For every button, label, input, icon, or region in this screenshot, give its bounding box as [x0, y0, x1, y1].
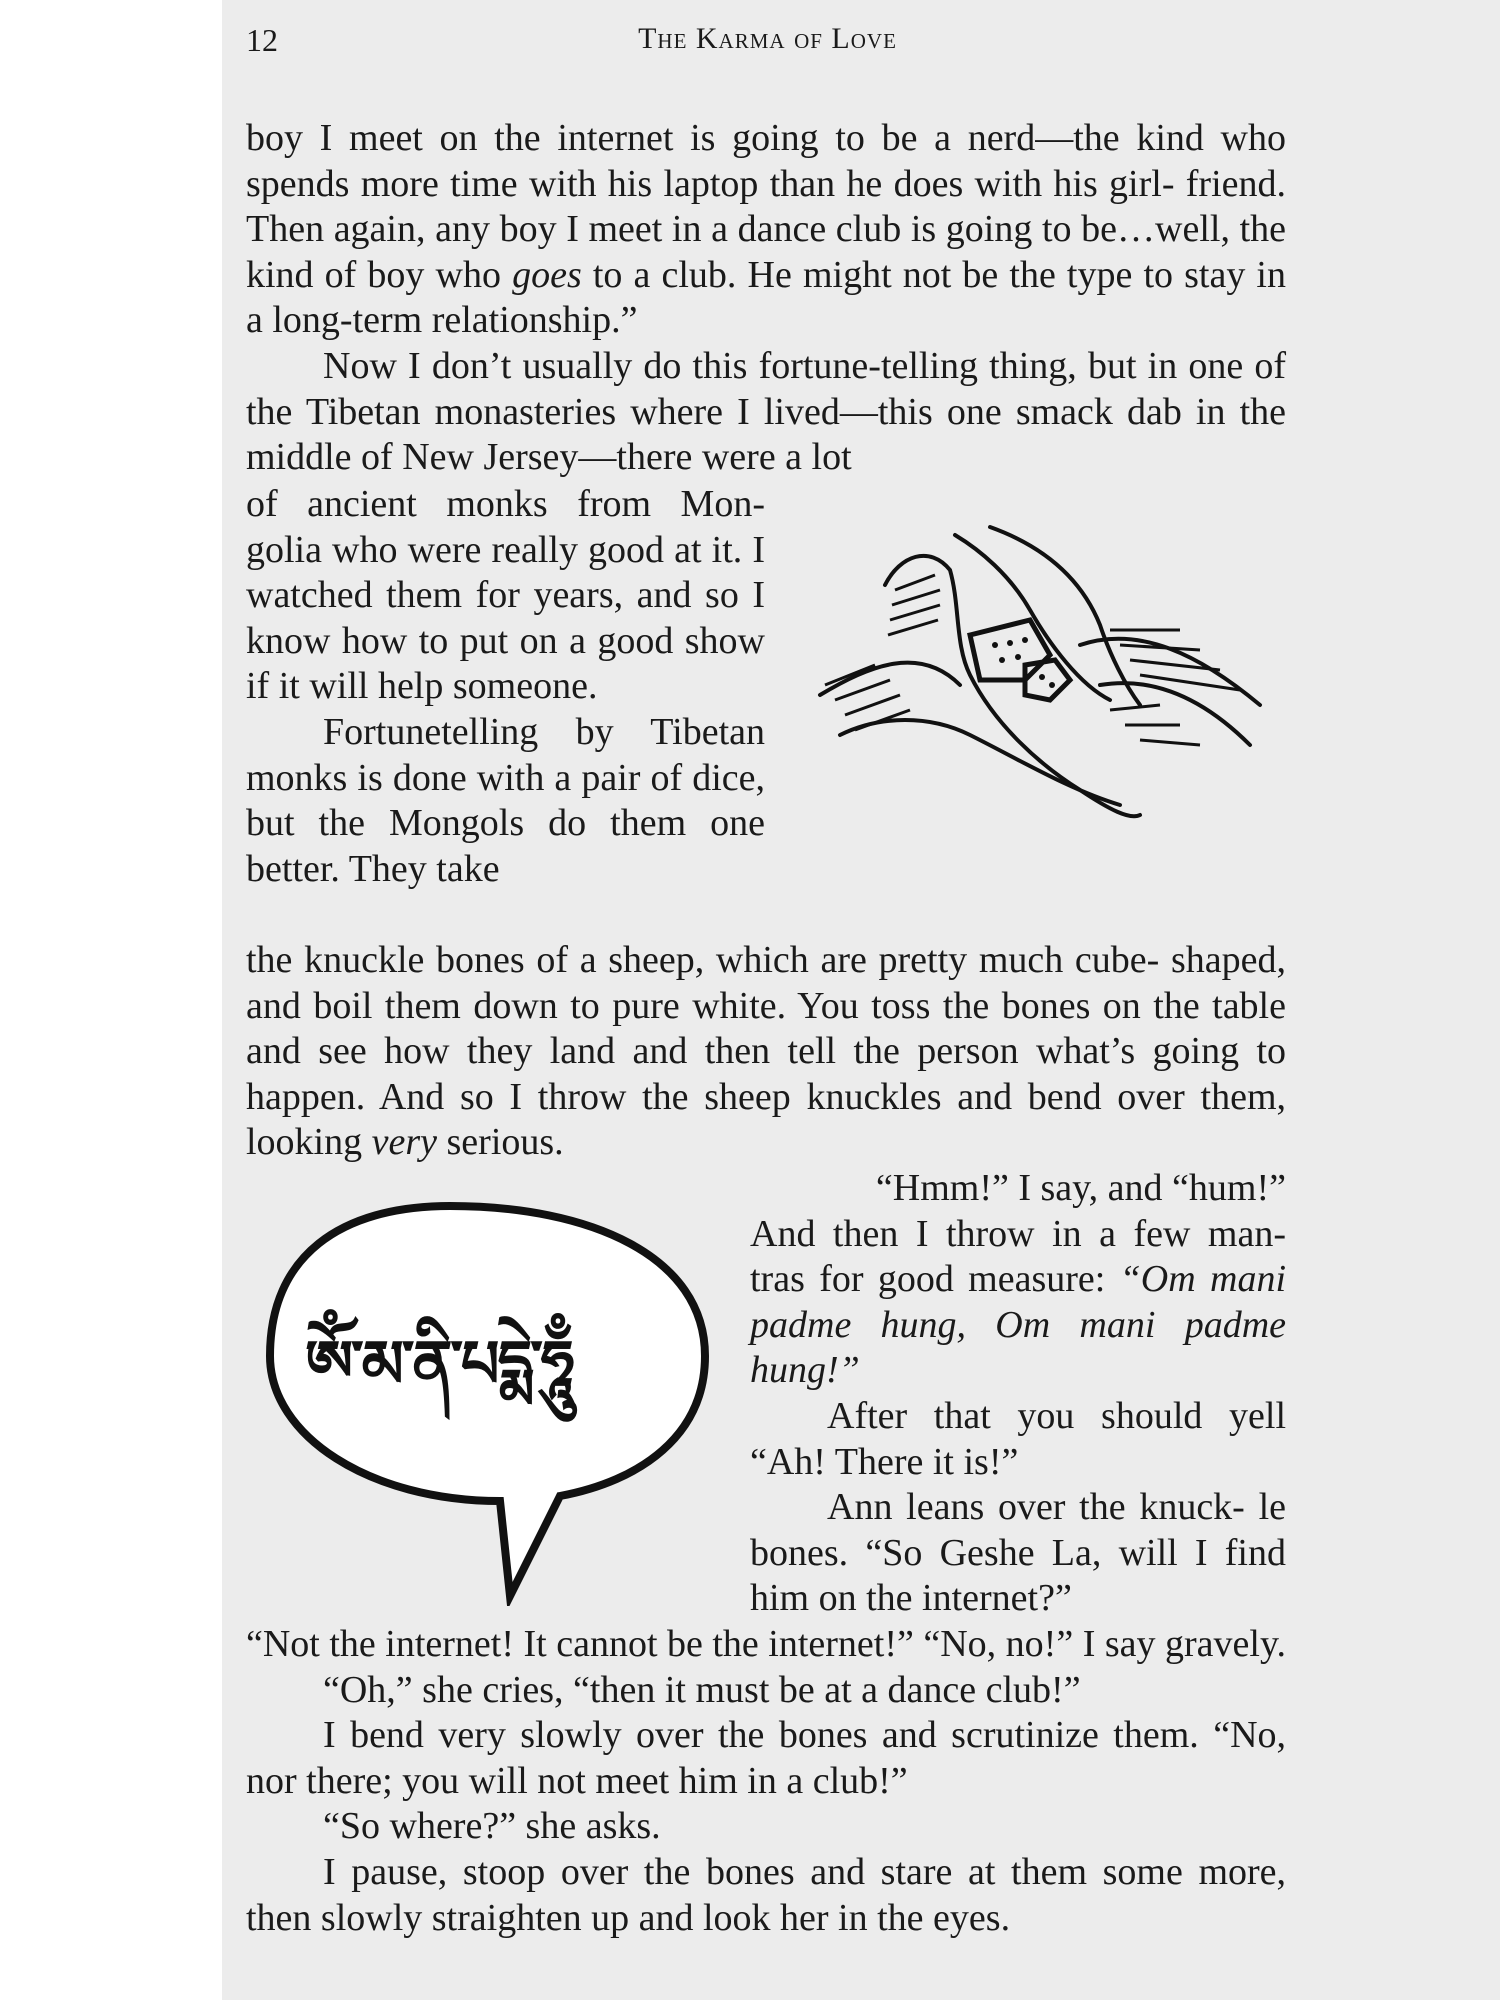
top-paragraphs — [246, 116, 1286, 481]
page-number: 12 — [246, 22, 278, 58]
running-head: The Karma of Love — [638, 22, 897, 55]
paragraph: “No, no!” I say gravely. — [923, 1622, 1286, 1665]
paragraph: “Oh,” she cries, “then it must be at a dance club!” — [323, 1668, 1081, 1711]
bottom-paragraphs — [246, 1622, 1286, 1941]
paragraph: Fortunetelling by Tibetan monks is done with a pair of dice, but the Mongols do them one better. They take — [246, 710, 765, 890]
paragraph: And then I throw in a few man- tras for good measure: “Om mani padme hung, Om mani padme hung!” — [750, 1212, 1286, 1392]
paragraph: Now I don’t usually do this fortune-telling thing, but in one of the Tibetan monasteries where I lived—this one smack dab in the middle of New Jersey—there were a lot — [246, 344, 1286, 479]
paragraph: of ancient monks from Mon- golia who were really good at it. I watched them for years, and so I know how to put on a good show if it will help someone. — [246, 483, 766, 708]
paragraph: “So where?” she asks. — [323, 1805, 661, 1848]
knuckle-bone-illustration — [780, 515, 1280, 850]
mantra-tibetan-script: ཨོཾ་མ་ནི་པདྨེ་ཧཱུྃ — [305, 1328, 573, 1402]
paragraph: I bend very slowly over the bones and scrutinize them. “No, nor there; you will not meet him in a club!” — [246, 1714, 1287, 1802]
middle-paragraph — [246, 938, 1286, 1166]
paragraph: Ann leans over the knuck- le bones. “So Geshe La, will I find him on the internet?” — [750, 1486, 1286, 1620]
paragraph: I pause, stoop over the bones and stare at them some more, then slowly straighten up and look her in the eyes. — [246, 1850, 1287, 1939]
paragraph: “Not the internet! It cannot be the internet!” — [246, 1623, 914, 1665]
paragraph: the knuckle bones of a sheep, which are pretty much cube- shaped, and boil them down to pure white. You toss the bones on the table and see how they land and then tell the person what’s going to happen. And so I throw the sheep knuckles and bend over them, looking very serious. — [246, 939, 1287, 1164]
right-column-text — [750, 1166, 1286, 1668]
paragraph: After that you should yell “Ah! There it is!” — [750, 1394, 1286, 1483]
page-header — [0, 22, 1500, 72]
paragraph: “Hmm!” I say, and “hum!” — [875, 1167, 1286, 1209]
left-column-text — [246, 482, 765, 892]
paragraph: boy I meet on the internet is going to be a nerd—the kind who spends more time with his laptop than he does with his girl- friend. Then again, any boy I meet in a dance club is going to be…well, the kind of boy who goes to a club. He might not be the type to stay in a long-term relationship.” — [246, 117, 1287, 342]
